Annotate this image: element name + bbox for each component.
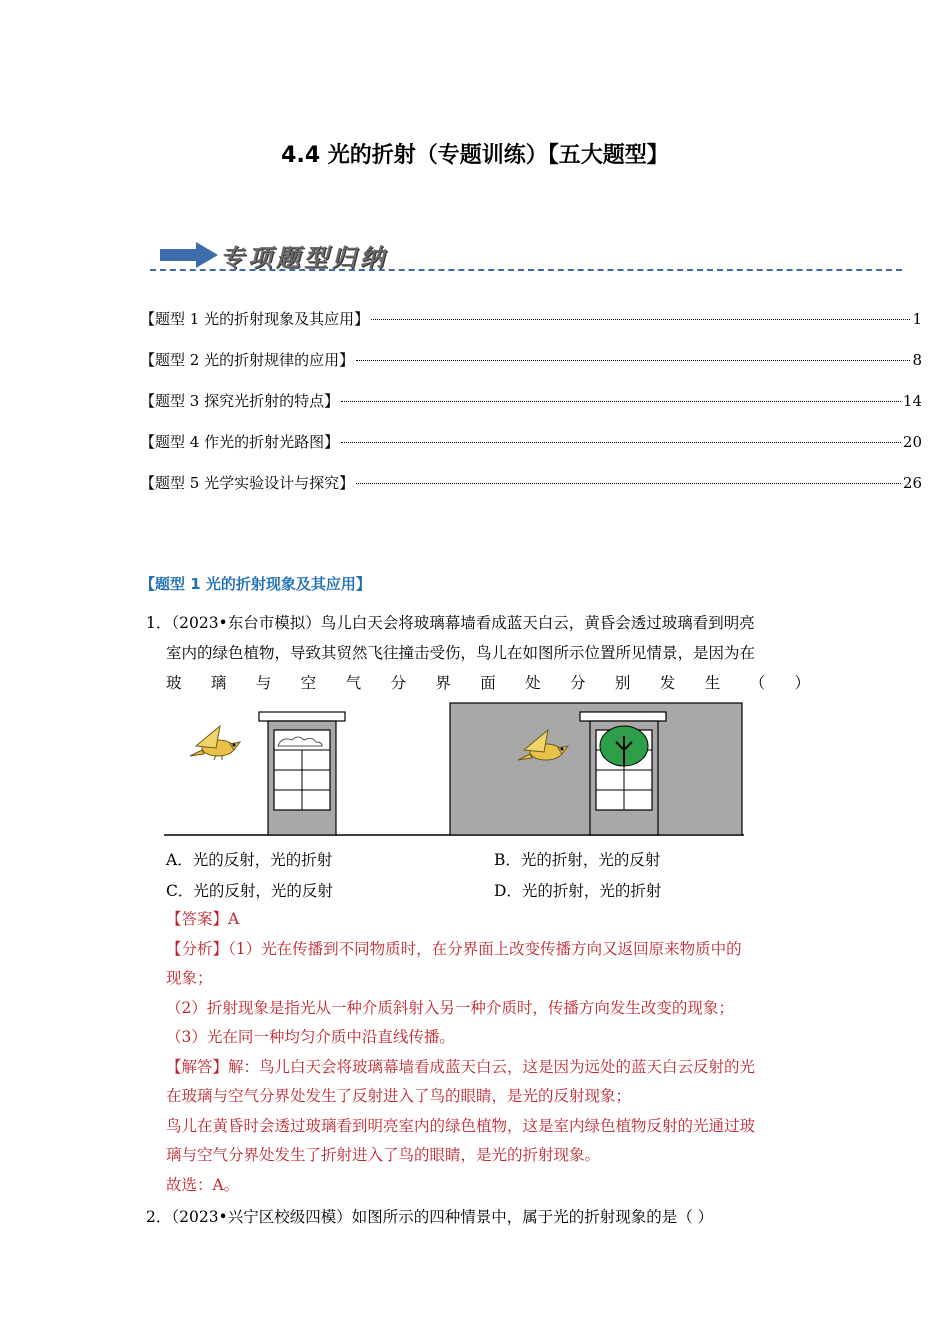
analysis-text: 现象； <box>166 969 213 987</box>
solution-text: 璃与空气分界处发生了折射进入了鸟的眼睛，是光的折射现象。 <box>166 1146 601 1164</box>
toc-item-label: 【题型 4 作光的折射光路图】 <box>140 433 340 451</box>
answer-block <box>166 905 816 1200</box>
arrow-right-icon <box>160 242 218 268</box>
toc-item[interactable] <box>140 472 922 513</box>
question-char: 空 <box>300 674 317 692</box>
toc-item[interactable] <box>140 390 922 431</box>
option-b[interactable]: B．光的折射，光的反射 <box>494 851 661 869</box>
question-2 <box>146 1202 846 1232</box>
answer-text: 【答案】A <box>166 910 240 928</box>
question-char: 界 <box>435 674 451 692</box>
toc-item-page: 14 <box>902 392 922 410</box>
choice-text: 故选：A。 <box>166 1175 240 1194</box>
question-char: 生 <box>704 674 721 692</box>
solution-text: 【解答】解：鸟儿白天会将玻璃幕墙看成蓝天白云，这是因为远处的蓝天白云反射的光 <box>166 1057 756 1076</box>
banner-divider <box>150 269 902 271</box>
toc-item-label: 【题型 2 光的折射规律的应用】 <box>140 351 355 369</box>
table-of-contents <box>140 308 922 513</box>
toc-item-page: 8 <box>912 351 922 369</box>
solution-text: 在玻璃与空气分界处发生了反射进入了鸟的眼睛，是光的反射现象； <box>166 1087 632 1105</box>
toc-item[interactable] <box>140 431 922 472</box>
bird-window-figure <box>164 700 746 840</box>
toc-leader <box>356 360 910 361</box>
question-text: 2．（2023•兴宁区校级四模）如图所示的四种情景中，属于光的折射现象的是（ ） <box>146 1208 714 1226</box>
question-char: 别 <box>614 674 631 692</box>
bird-icon <box>190 726 240 760</box>
question-char: 与 <box>255 674 272 692</box>
question-char: 发 <box>659 674 676 692</box>
option-c[interactable]: C．光的反射，光的反射 <box>166 882 333 900</box>
toc-item[interactable] <box>140 308 922 349</box>
section-banner <box>150 236 902 276</box>
toc-leader <box>356 483 901 484</box>
section-heading: 【题型 1 光的折射现象及其应用】 <box>140 575 371 593</box>
question-char: 处 <box>525 674 541 692</box>
tree-icon <box>600 726 648 766</box>
toc-item-label: 【题型 3 探究光折射的特点】 <box>140 392 340 410</box>
toc-leader <box>341 401 901 402</box>
analysis-text: 【分析】（1）光在传播到不同物质时，在分界面上改变传播方向又返回原来物质中的 <box>166 939 742 958</box>
analysis-text: （2）折射现象是指光从一种介质斜射入另一种介质时，传播方向发生改变的现象； <box>166 998 734 1017</box>
page-title: 4.4 光的折射（专题训练）【五大题型】 <box>281 143 669 168</box>
option-d[interactable]: D．光的折射，光的折射 <box>494 882 662 900</box>
toc-leader <box>341 442 901 443</box>
question-char: 分 <box>390 674 406 692</box>
banner-title: 专项题型归纳 <box>220 243 388 272</box>
toc-item-page: 1 <box>912 310 922 328</box>
toc-leader <box>371 319 910 320</box>
toc-item-label: 【题型 1 光的折射现象及其应用】 <box>140 310 370 328</box>
question-char: 面 <box>480 674 496 692</box>
option-a[interactable]: A．光的反射，光的折射 <box>166 851 333 869</box>
question-1 <box>146 608 810 698</box>
toc-item-page: 26 <box>902 474 922 492</box>
answer-blank-open: （ <box>749 674 766 692</box>
toc-item-page: 20 <box>902 433 922 451</box>
question-char: 分 <box>570 674 586 692</box>
question-char: 气 <box>345 674 362 692</box>
question-char: 璃 <box>210 674 227 692</box>
solution-text: 鸟儿在黄昏时会透过玻璃看到明亮室内的绿色植物，这是室内绿色植物反射的光通过玻 <box>166 1116 756 1135</box>
question-char: 玻 <box>166 674 182 692</box>
toc-item-label: 【题型 5 光学实验设计与探究】 <box>140 474 355 492</box>
question-text: 室内的绿色植物，导致其贸然飞往撞击受伤，鸟儿在如图所示位置所见情景，是因为在 <box>166 644 756 662</box>
toc-item[interactable] <box>140 349 922 390</box>
question-text-spread <box>146 668 810 698</box>
analysis-text: （3）光在同一种均匀介质中沿直线传播。 <box>166 1028 455 1046</box>
question-text: 1．（2023•东台市模拟）鸟儿白天会将玻璃幕墙看成蓝天白云，黄昏会透过玻璃看到明亮 <box>146 614 755 632</box>
answer-blank-close: ） <box>794 674 810 692</box>
